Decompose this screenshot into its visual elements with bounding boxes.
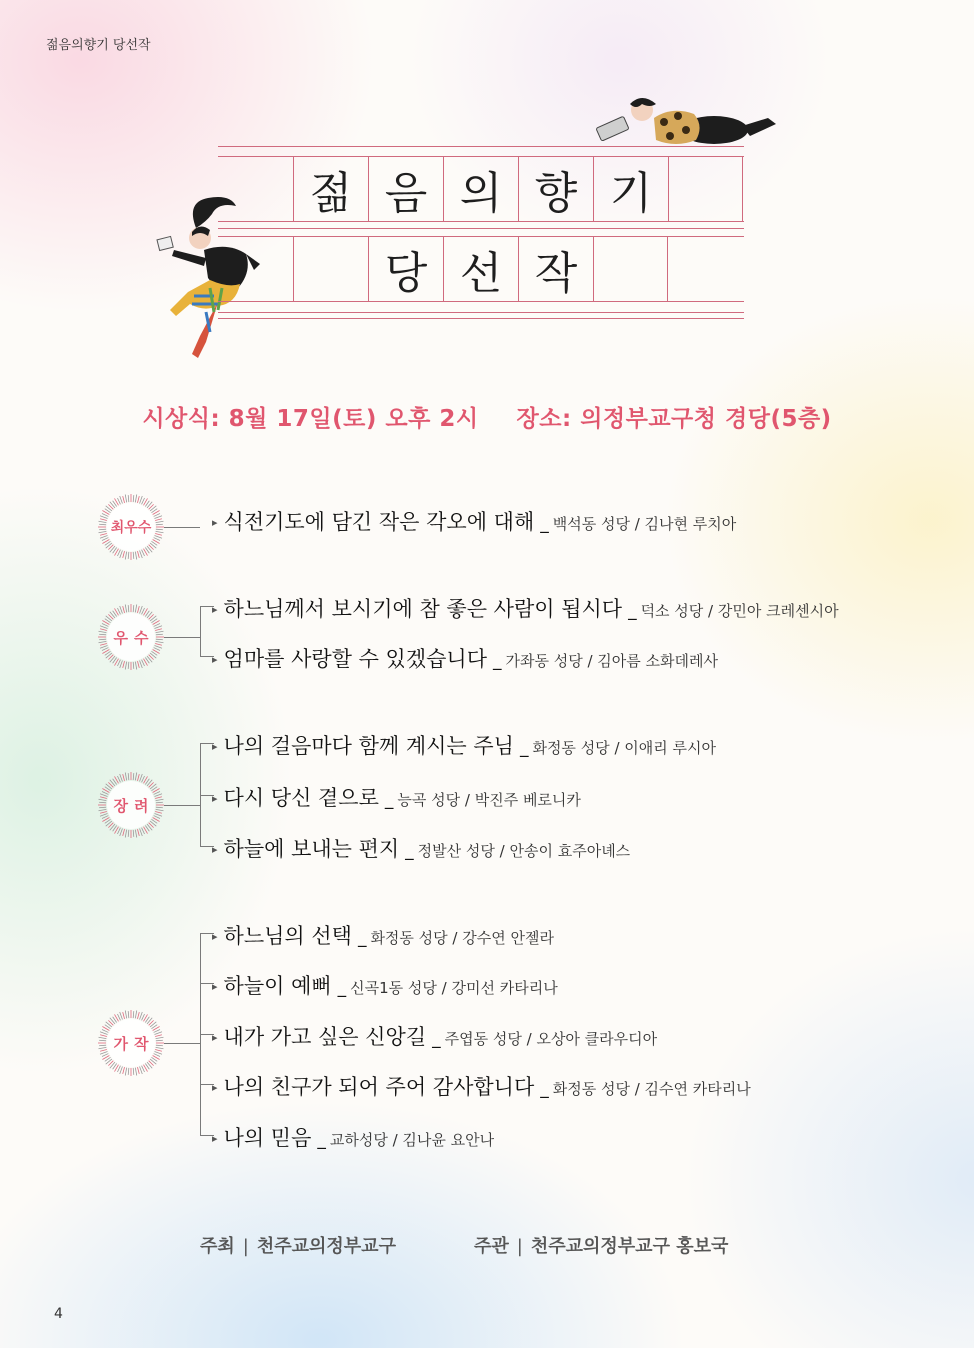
connector-line xyxy=(164,805,200,806)
award-entry xyxy=(212,730,716,760)
award-rank-label: 가작 xyxy=(113,1034,155,1053)
arrow-icon: ▸ xyxy=(212,1031,218,1044)
host-label: 주최 xyxy=(200,1236,235,1257)
author-info: 교하성당 / 김나윤 요안나 xyxy=(329,1131,495,1149)
title-empty-cell xyxy=(668,157,743,221)
work-title: 엄마를 사랑할 수 있겠습니다 xyxy=(223,647,487,671)
title-char: 의 xyxy=(443,157,518,221)
award-entry xyxy=(212,1071,751,1101)
arrow-icon: ▸ xyxy=(212,1081,218,1094)
award-entry xyxy=(212,643,718,673)
award-entry xyxy=(212,506,736,536)
ceremony-place: 장소: 의정부교구청 경당(5층) xyxy=(516,406,832,432)
award-rank-label: 우수 xyxy=(113,628,155,647)
title-char: 선 xyxy=(443,237,518,301)
work-title: 하느님께서 보시기에 참 좋은 사람이 됩시다 xyxy=(223,597,623,621)
page-number: 4 xyxy=(54,1306,63,1322)
work-title: 하느님의 선택 xyxy=(223,924,352,948)
footer-organizer: 주관 | 천주교의정부교구 홍보국 xyxy=(474,1236,729,1257)
arrow-icon: ▸ xyxy=(212,740,218,753)
separator: _ xyxy=(519,738,529,758)
title-row-2 xyxy=(218,236,744,302)
author-info: 가좌동 성당 / 김아름 소화데레사 xyxy=(505,652,718,670)
work-title: 내가 가고 싶은 신앙길 xyxy=(223,1025,427,1049)
title-char: 당 xyxy=(368,237,443,301)
award-entry xyxy=(212,1122,494,1152)
arrow-icon: ▸ xyxy=(212,1132,218,1145)
organizer-name: 천주교의정부교구 홍보국 xyxy=(530,1236,729,1257)
work-title: 다시 당신 곁으로 xyxy=(223,786,379,810)
organizer-label: 주관 xyxy=(474,1236,509,1257)
title-empty-cell xyxy=(293,237,368,301)
title-grid xyxy=(218,146,744,320)
arrow-icon: ▸ xyxy=(212,653,218,666)
arrow-icon: ▸ xyxy=(212,792,218,805)
work-title: 식전기도에 담긴 작은 각오에 대해 xyxy=(223,510,535,534)
award-rank-label: 최우수 xyxy=(110,520,152,536)
author-info: 정발산 성당 / 안송이 효주아녜스 xyxy=(417,842,631,860)
connector-line xyxy=(164,527,200,528)
title-char: 기 xyxy=(593,157,668,221)
connector-line xyxy=(164,637,200,638)
title-empty-cell xyxy=(593,237,668,301)
separator: _ xyxy=(337,978,347,998)
separator: _ xyxy=(540,1079,549,1099)
award-entry xyxy=(212,593,839,623)
author-info: 백석동 성당 / 김나현 루치아 xyxy=(552,515,737,533)
award-rank-label: 장려 xyxy=(113,796,155,815)
header-label: 젊음의향기 당선작 xyxy=(46,38,151,53)
connector-line xyxy=(164,1043,200,1044)
arrow-icon: ▸ xyxy=(212,516,218,529)
author-info: 화정동 성당 / 이애리 루시아 xyxy=(532,739,716,757)
author-info: 덕소 성당 / 강민아 크레센시아 xyxy=(640,602,839,620)
title-char: 향 xyxy=(518,157,593,221)
award-entry xyxy=(212,920,554,950)
arrow-icon: ▸ xyxy=(212,603,218,616)
separator: _ xyxy=(357,928,367,948)
separator: _ xyxy=(432,1029,441,1049)
author-info: 화정동 성당 / 강수연 안젤라 xyxy=(370,929,554,947)
award-entry xyxy=(212,970,558,1000)
separator: _ xyxy=(540,514,549,534)
award-badge xyxy=(98,494,164,560)
award-badge xyxy=(98,772,164,838)
separator: _ xyxy=(493,651,502,671)
arrow-icon: ▸ xyxy=(212,980,218,993)
ceremony-info xyxy=(0,400,974,433)
host-name: 천주교의정부교구 xyxy=(256,1236,396,1257)
separator: _ xyxy=(405,841,414,861)
title-char: 젊 xyxy=(293,157,368,221)
work-title: 나의 걸음마다 함께 계시는 주님 xyxy=(223,734,514,758)
work-title: 하늘이 예뻐 xyxy=(223,974,332,998)
separator: _ xyxy=(384,790,394,810)
separator: _ xyxy=(317,1130,326,1150)
arrow-icon: ▸ xyxy=(212,930,218,943)
work-title: 하늘에 보내는 편지 xyxy=(223,837,400,861)
work-title: 나의 믿음 xyxy=(223,1126,312,1150)
author-info: 신곡1동 성당 / 강미선 카타리나 xyxy=(350,979,558,997)
title-char: 작 xyxy=(518,237,593,301)
award-entry xyxy=(212,782,581,812)
award-entry xyxy=(212,833,630,863)
separator: _ xyxy=(628,601,637,621)
connector-line xyxy=(200,606,201,656)
arrow-icon: ▸ xyxy=(212,843,218,856)
ceremony-date: 시상식: 8월 17일(토) 오후 2시 xyxy=(142,406,479,432)
author-info: 능곡 성당 / 박진주 베로니카 xyxy=(397,791,581,809)
award-badge xyxy=(98,604,164,670)
award-entry xyxy=(212,1021,657,1051)
award-badge xyxy=(98,1010,164,1076)
footer-host: 주최 | 천주교의정부교구 xyxy=(200,1236,396,1257)
author-info: 주엽동 성당 / 오상아 클라우디아 xyxy=(444,1030,658,1048)
author-info: 화정동 성당 / 김수연 카타리나 xyxy=(552,1080,751,1098)
work-title: 나의 친구가 되어 주어 감사합니다 xyxy=(223,1075,535,1099)
title-row-1 xyxy=(218,156,744,222)
title-char: 음 xyxy=(368,157,443,221)
